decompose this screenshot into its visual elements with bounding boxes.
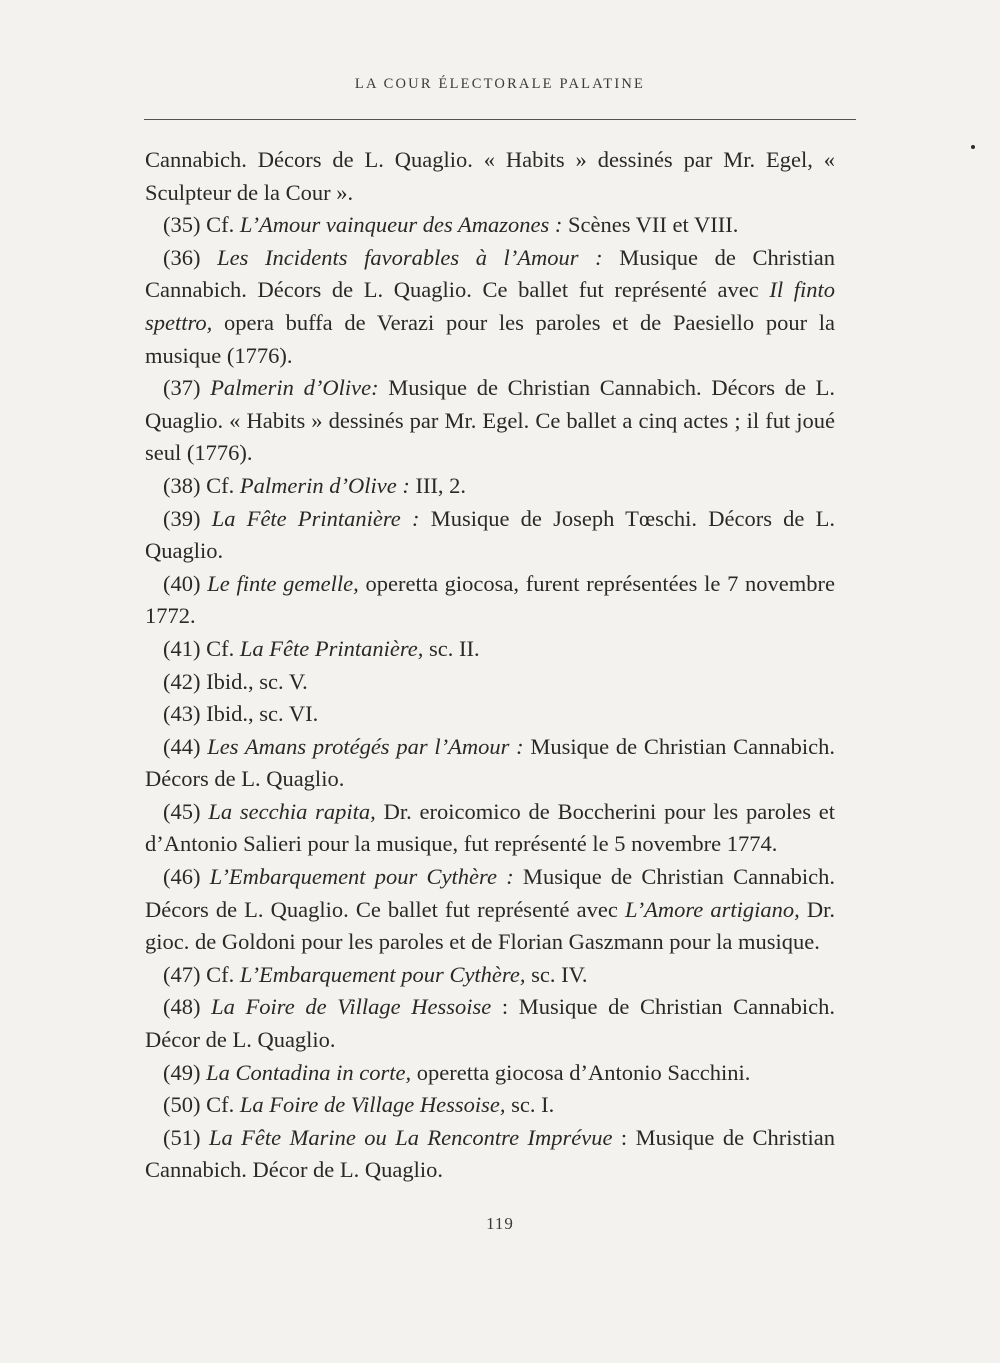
footnote-text: Cannabich. Décors de L. Quaglio. « Habits » dessinés par Mr. Egel, « Sculpteur de la Cour ». bbox=[145, 147, 835, 205]
footnote-text: operetta giocosa, furent représentées le 7 novembre 1772. bbox=[145, 570, 836, 629]
footnote-number: (47) bbox=[163, 961, 201, 987]
footnote-text: Ibid., sc. V. bbox=[200, 668, 308, 694]
footnote-text bbox=[201, 1125, 209, 1150]
work-title: La Foire de Village Hessoise, bbox=[239, 1092, 506, 1118]
footnote-text: Musique de Joseph Tœschi. Décors de L. Quaglio. bbox=[145, 505, 835, 564]
footnote bbox=[145, 1122, 835, 1187]
footnote-number: (48) bbox=[163, 994, 201, 1020]
footnote-text: sc. I. bbox=[505, 1092, 555, 1118]
footnote-number: (45) bbox=[163, 798, 201, 824]
footnote-text: Musique de Christian Cannabich. Décors de L. Quaglio. « Habits » dessinés par Mr. Egel. Ce ballet a cinq actes ; il fut joué seul (1776). bbox=[145, 375, 836, 466]
footnote-text bbox=[201, 994, 212, 1019]
footnote bbox=[145, 503, 835, 568]
footnote-text: Cf. bbox=[200, 472, 240, 498]
page-number: 119 bbox=[486, 1214, 514, 1233]
footnote bbox=[145, 698, 835, 731]
footnote-text: Musique de Christian Cannabich. Décors de L. Quaglio. bbox=[145, 733, 836, 792]
work-title: Le finte gemelle, bbox=[207, 570, 359, 596]
footnote-text: Cf. bbox=[200, 212, 240, 238]
footnote-number: (50) bbox=[163, 1092, 201, 1118]
footnote-text: Musique de Christian Cannabich. Décors de L. Quaglio. Ce ballet fut représenté avec bbox=[145, 244, 836, 303]
footnote bbox=[145, 470, 835, 503]
header-rule bbox=[144, 119, 856, 120]
footnote-number: (44) bbox=[163, 733, 201, 759]
work-title: La Fête Marine ou La Rencontre Imprévue bbox=[208, 1124, 613, 1150]
work-title: La Foire de Village Hessoise bbox=[211, 994, 492, 1020]
footnote-text: sc. IV. bbox=[525, 961, 588, 987]
footnote bbox=[145, 666, 835, 699]
footnote-number: (39) bbox=[163, 505, 201, 531]
footnote-text: Dr. eroicomico de Boccherini pour les paroles et d’Antonio Salieri pour la musique, fut représenté le 5 novembre 1774. bbox=[145, 798, 835, 857]
footnote-text: III, 2. bbox=[409, 472, 467, 498]
footnote bbox=[145, 1057, 835, 1090]
footnote-number: (36) bbox=[163, 244, 201, 270]
work-title: Palmerin d’Olive: bbox=[210, 375, 379, 401]
footnote-number: (51) bbox=[163, 1124, 201, 1150]
footnote-text: operetta giocosa d’Antonio Sacchini. bbox=[411, 1059, 751, 1085]
work-title: L’Amour vainqueur des Amazones : bbox=[239, 212, 563, 238]
footnote-number: (37) bbox=[163, 375, 201, 401]
footnote-text: Cf. bbox=[200, 635, 240, 661]
work-title: L’Embarquement pour Cythère : bbox=[209, 864, 514, 890]
work-title: La Fête Printanière, bbox=[239, 635, 424, 661]
footnote bbox=[145, 796, 835, 861]
footnotes-list bbox=[145, 144, 835, 1187]
ink-speck bbox=[971, 145, 975, 149]
footnote bbox=[145, 731, 835, 796]
footnote-number: (41) bbox=[163, 635, 201, 661]
running-title: LA COUR ÉLECTORALE PALATINE bbox=[354, 76, 646, 92]
footnote bbox=[145, 991, 835, 1056]
footnote-continuation bbox=[145, 144, 835, 209]
footnote-text: Dr. gioc. de Goldoni pour les paroles et de Florian Gaszmann pour la musique. bbox=[145, 896, 835, 955]
footnote bbox=[145, 209, 835, 242]
footnote-text: sc. II. bbox=[423, 635, 480, 661]
footnote-text: Cf. bbox=[200, 1092, 240, 1118]
footnote bbox=[145, 861, 835, 959]
footnote-number: (42) bbox=[163, 668, 201, 694]
work-title: La secchia rapita, bbox=[208, 798, 376, 824]
footnote-number: (40) bbox=[163, 570, 201, 596]
footnote bbox=[145, 568, 835, 633]
work-title: Les Amans protégés par l’Amour : bbox=[207, 733, 524, 759]
work-title: L’Amore artigiano, bbox=[624, 896, 800, 922]
footnote bbox=[145, 959, 835, 992]
work-title: Palmerin d’Olive : bbox=[239, 472, 410, 498]
footnote-number: (46) bbox=[163, 864, 201, 890]
footnote-text bbox=[201, 245, 218, 270]
footnote bbox=[145, 372, 835, 470]
footnote-text: Ibid., sc. VI. bbox=[200, 701, 319, 727]
footnote-text: Musique de Christian Cannabich. Décors de L. Quaglio. Ce ballet fut représenté avec bbox=[145, 864, 835, 922]
work-title: La Fête Printanière : bbox=[211, 505, 420, 531]
footnote-text: opera buffa de Verazi pour les paroles et de Paesiello pour la musique (1776). bbox=[145, 309, 835, 368]
footnote-text: Cf. bbox=[200, 961, 240, 987]
footnote bbox=[145, 242, 835, 372]
footnote-number: (43) bbox=[163, 701, 201, 727]
work-title: La Contadina in corte, bbox=[206, 1059, 412, 1085]
footnote-text: : Musique de Christian Cannabich. Décor de L. Quaglio. bbox=[145, 994, 836, 1053]
footnote-text: : Musique de Christian Cannabich. Décor de L. Quaglio. bbox=[145, 1124, 835, 1183]
footnote-number: (35) bbox=[163, 212, 201, 238]
footnote-text bbox=[201, 375, 211, 400]
footnote-text: Scènes VII et VIII. bbox=[562, 212, 739, 238]
footnote bbox=[145, 633, 835, 666]
footnote-text bbox=[201, 506, 212, 531]
footnote bbox=[145, 1089, 835, 1122]
work-title: Les Incidents favorables à l’Amour : bbox=[217, 244, 603, 270]
footnote-number: (49) bbox=[163, 1059, 201, 1085]
work-title: L’Embarquement pour Cythère, bbox=[239, 961, 526, 987]
footnote-text bbox=[201, 864, 210, 889]
footnote-number: (38) bbox=[163, 472, 201, 498]
work-title: Il finto spettro, bbox=[145, 277, 836, 335]
